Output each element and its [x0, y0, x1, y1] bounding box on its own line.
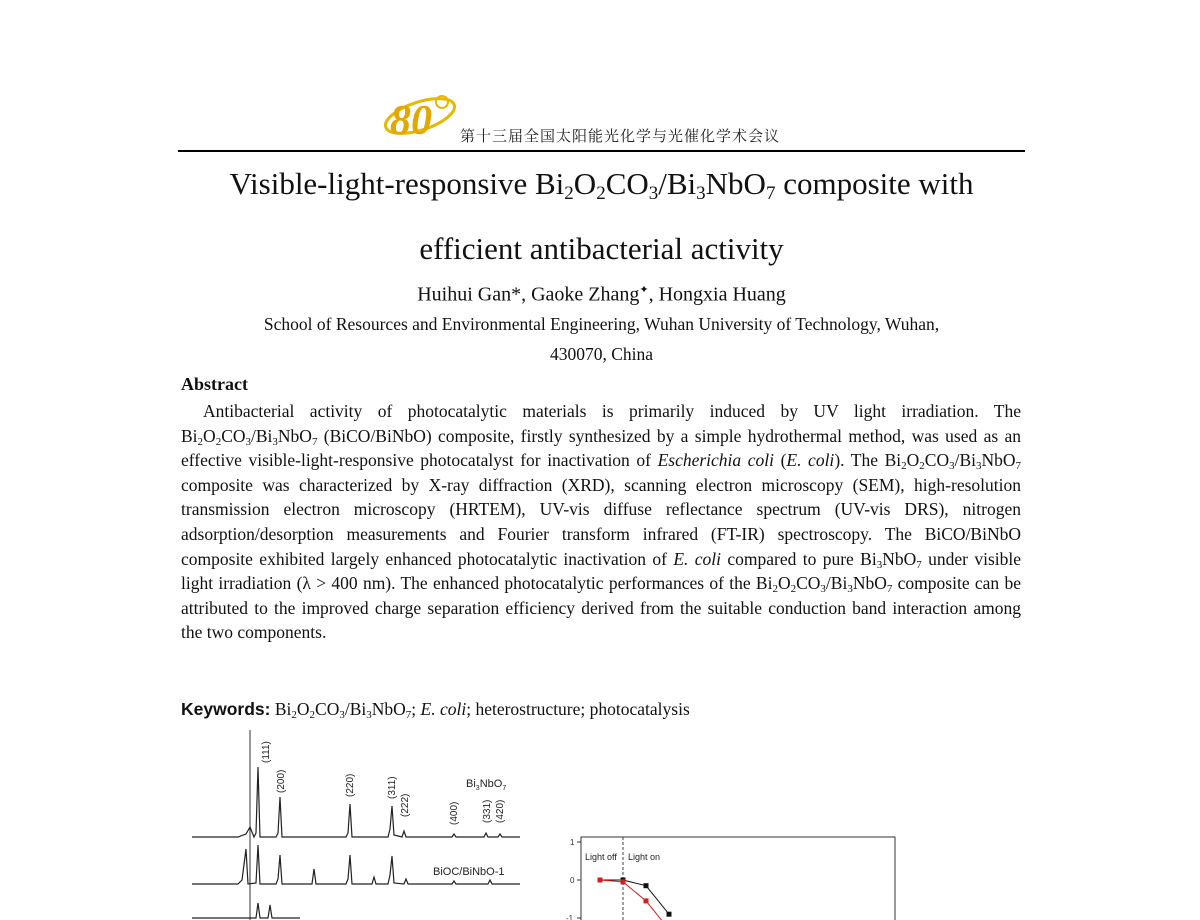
conference-name: 第十三届全国太阳能光化学与光催化学术会议: [460, 127, 781, 145]
abstract-body: Antibacterial activity of photocatalytic materials is primarily induced by UV light irradiation. The $Bi_2O_2CO_3/Bi_3NbO_7$ (BiCO/BiNbO) composite, firstly synthesized by a simple hydrothermal method, was used as an effective visible-light-responsive photocatalyst for inactivation of Escherichia coli (E. coli). The $Bi_2O_2CO_3/Bi_3NbO_7$ composite was characterized by X-ray diffraction (XRD), scanning electron microscopy (SEM), high-resolution transmission electron microscopy (HRTEM), UV-vis diffuse reflectance spectrum (UV-vis DRS), nitrogen adsorption/desorption measurements and Fourier transform infrared (FT-IR) spectroscopy. The BiCO/BiNbO composite exhibited largely enhanced photocatalytic inactivation of E. coli compared to pure $Bi_3NbO_7$ under visible light irradiation (λ > 400 nm). The enhanced photocatalytic performances of the $Bi_2O_2CO_3/Bi_3NbO_7$ composite can be attributed to the improved charge separation efficiency derived from the suitable conduction band interaction among the two components.: [181, 401, 1022, 643]
kinetics-data-layer: [598, 878, 672, 920]
xrd-curve-bico-binbo: [192, 845, 520, 884]
header-rule: [178, 150, 1025, 152]
kinetics-series-line-1: [600, 880, 669, 920]
kinetics-point-0-2: [644, 883, 649, 888]
inactivation-kinetics-figure: [566, 837, 895, 920]
affiliation-line1: School of Resources and Environmental Engineering, Wuhan University of Technology, Wuhan,: [263, 314, 940, 334]
author-zhang: Gaoke Zhang: [531, 283, 640, 306]
kinetics-y-tick: 0: [570, 876, 575, 885]
affiliation-line2: 430070, China: [549, 344, 654, 364]
paper-title-line2: efficient antibacterial activity: [419, 231, 784, 266]
xrd-peak-label: (220): [345, 773, 356, 797]
conference-logo: [380, 88, 460, 144]
figure-area: [0, 725, 1200, 920]
kinetics-series-line-0: [600, 880, 669, 914]
light-off-label: Light off: [585, 852, 617, 862]
kinetics-point-1-1: [621, 879, 626, 884]
kinetics-y-tick: -1: [566, 914, 574, 920]
xrd-pattern-figure: [192, 730, 520, 920]
logo-text: 80: [390, 98, 432, 144]
xrd-peak-label: (311): [387, 776, 398, 799]
author-huang: Hongxia Huang: [658, 283, 786, 306]
xrd-peak-label: (420): [495, 799, 506, 823]
xrd-peak-label: (400): [449, 801, 460, 825]
kinetics-y-tick: 1: [570, 838, 575, 847]
xrd-peak-label: (222): [400, 793, 411, 817]
abstract-heading: Abstract: [181, 374, 248, 394]
xrd-peak-label: (111): [261, 741, 272, 763]
paper-title-line1: Visible-light-responsive $Bi_2O_2CO_3/Bi_3NbO_7$ composite with: [229, 166, 974, 204]
xrd-peak-label: (331): [482, 799, 493, 823]
light-on-label: Light on: [628, 852, 661, 862]
xrd-legend-bi3nbo7: $Bi_3NbO_7$: [466, 778, 507, 792]
kinetics-point-0-3: [667, 912, 672, 917]
xrd-legend-bico-binbo: BiOC/BiNbO-1: [433, 866, 505, 878]
kinetics-point-1-2: [644, 898, 649, 903]
xrd-peak-label: (200): [276, 769, 287, 793]
author-list: Huihui Gan*, Gaoke Zhang✦, Hongxia Huang: [417, 283, 786, 306]
kinetics-point-1-0: [598, 878, 603, 883]
keywords: Keywords: $Bi_2O_2CO_3/Bi_3NbO_7$; E. coli; heterostructure; photocatalysis: [181, 699, 690, 721]
keywords-label: Keywords:: [181, 699, 271, 719]
author-gan: Huihui Gan: [417, 283, 512, 306]
